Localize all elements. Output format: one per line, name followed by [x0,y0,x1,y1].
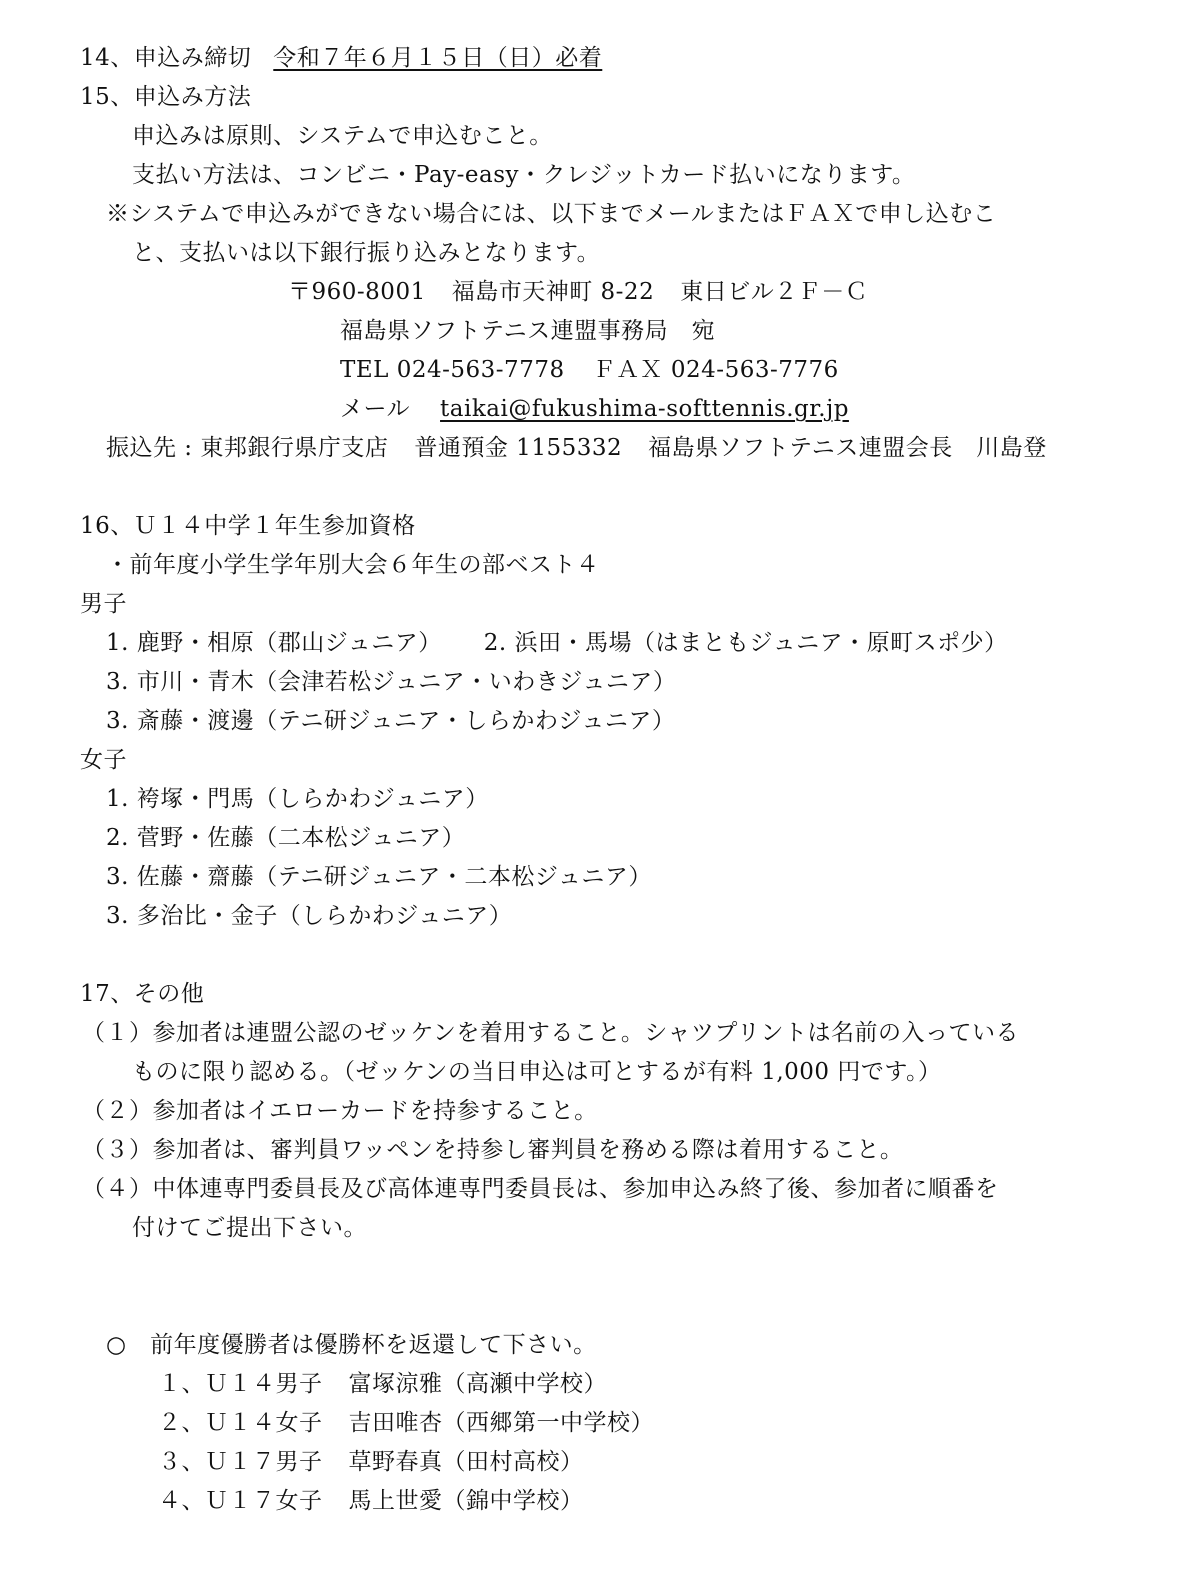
list-item: 2. 菅野・佐藤（二本松ジュニア） [106,825,466,851]
sec14-label: 14、申込み締切 [80,45,252,71]
address-line [288,277,868,307]
girls-label: 女子 [80,747,127,773]
champion-category: ３、Ｕ１７男子 [158,1449,323,1475]
bank-label: 振込先 : 東邦銀行県庁支店 [106,435,389,461]
mail-label: メール [340,396,411,422]
list-item: 2. 浜田・馬場（はまともジュニア・原町スポ少） [483,630,1008,656]
sec15-line1: 申込みは原則、システムで申込むこと。 [132,123,553,149]
mail-line [340,394,849,424]
mail-link[interactable]: taikai@fukushima-softtennis.gr.jp [440,396,849,422]
champion-row-3 [158,1447,584,1477]
building-name: 東日ビル２Ｆ－Ｃ [680,279,869,305]
postal-code: 〒960-8001 [288,279,426,305]
tel-number: TEL 024-563-7778 [340,357,565,383]
office-name: 福島県ソフトテニス連盟事務局 宛 [340,318,716,344]
sec17-item4a: （４）中体連専門委員長及び高体連専門委員長は、参加申込み終了後、参加者に順番を [82,1176,999,1202]
sec17-label: 17、その他 [80,981,205,1007]
sec17-item1b: ものに限り認める。（ゼッケンの当日申込は可とするが有料 1,000 円です。） [132,1059,942,1085]
list-item: 3. 佐藤・齋藤（テニ研ジュニア・二本松ジュニア） [106,864,652,890]
champion-row-4 [158,1486,584,1516]
sec17-item1a: （１）参加者は連盟公認のゼッケンを着用すること。シャツプリントは名前の入っている [82,1020,1020,1046]
champion-row-1 [158,1369,607,1399]
champion-name: 吉田唯杏（西郷第一中学校） [348,1410,654,1436]
champion-name: 富塚涼雅（高瀬中学校） [348,1371,607,1397]
sec16-label: 16、Ｕ１４中学１年生参加資格 [80,513,416,539]
list-item: 3. 多治比・金子（しらかわジュニア） [106,903,513,929]
champion-name: 馬上世愛（錦中学校） [348,1488,584,1514]
street-address: 福島市天神町 8-22 [451,279,655,305]
champion-row-2 [158,1408,654,1438]
boys-row-1 [106,628,1008,658]
champion-category: １、Ｕ１４男子 [158,1371,323,1397]
bank-holder: 福島県ソフトテニス連盟会長 川島登 [648,435,1047,461]
sec14-deadline: 令和７年６月１５日（日）必着 [273,45,603,71]
tel-fax-line [340,355,839,385]
sec15-note1: ※システムで申込みができない場合には、以下までメールまたはＦＡＸで申し込むこ [106,201,997,227]
champions-heading: ○ 前年度優勝者は優勝杯を返還して下さい。 [106,1332,597,1358]
list-item: 1. 鹿野・相原（郡山ジュニア） [106,630,442,656]
sec16-criteria: ・前年度小学生学年別大会６年生の部ベスト４ [106,552,600,578]
bank-account: 普通預金 1155332 [414,435,623,461]
sec15-note2: と、支払いは以下銀行振り込みとなります。 [132,240,601,266]
sec17-item2: （２）参加者はイエローカードを持参すること。 [82,1098,598,1124]
sec17-item3: （３）参加者は、審判員ワッペンを持参し審判員を務める際は着用すること。 [82,1137,904,1163]
champion-name: 草野春真（田村高校） [348,1449,584,1475]
fax-number: ＦＡＸ 024-563-7776 [592,357,839,383]
list-item: 3. 市川・青木（会津若松ジュニア・いわきジュニア） [106,669,677,695]
bank-line [106,433,1047,463]
list-item: 1. 袴塚・門馬（しらかわジュニア） [106,786,489,812]
champion-category: ４、Ｕ１７女子 [158,1488,323,1514]
list-item: 3. 斎藤・渡邊（テニ研ジュニア・しらかわジュニア） [106,708,676,734]
sec15-line2: 支払い方法は、コンビニ・Pay-easy・クレジットカード払いになります。 [132,162,916,188]
sec17-item4b: 付けてご提出下さい。 [132,1215,367,1241]
sec15-label: 15、申込み方法 [80,84,252,110]
boys-label: 男子 [80,591,127,617]
champion-category: ２、Ｕ１４女子 [158,1410,323,1436]
sec14-line [80,43,602,73]
